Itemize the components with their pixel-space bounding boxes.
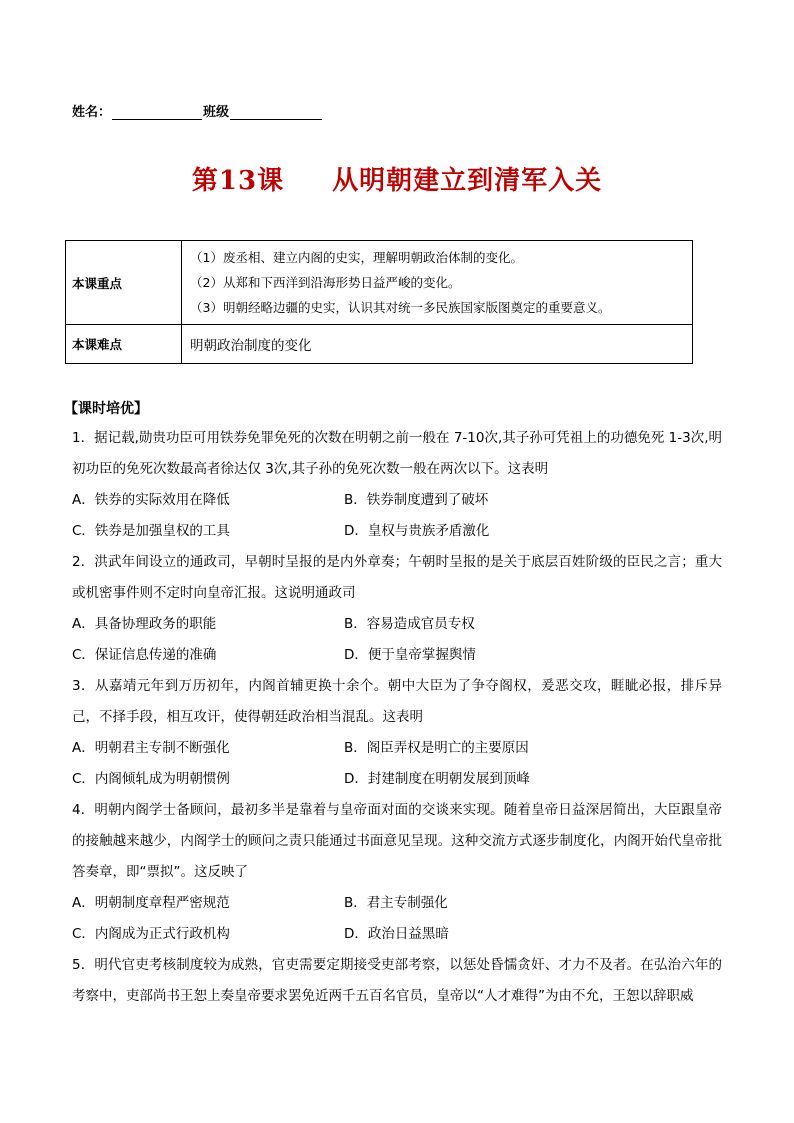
question-options [72,888,722,950]
focus-row [66,241,693,325]
question-2 [72,547,722,671]
option-c[interactable]: C．内阁倾轧成为明朝惯例 [72,771,230,787]
focus-label: 本课重点 [66,241,182,325]
page-title [0,160,794,197]
option-b[interactable]: B．阁臣弄权是明亡的主要原因 [344,740,529,756]
question-stem: 4．明朝内阁学士备顾问，最初多半是靠着与皇帝面对面的交谈来实现。随着皇帝日益深居简出，大臣跟皇帝的接触越来越少，内阁学士的顾问之责只能通过书面意见呈现。这种交流方式逐步制度化，内阁开始代皇帝批答奏章，即“票拟”。这反映了 [72,802,722,880]
lesson-number: 第13课 [191,166,285,196]
option-c[interactable]: C．铁券是加强皇权的工具 [72,523,230,539]
question-stem: 1．据记载,勋贵功臣可用铁券免罪免死的次数在明朝之前一般在 7-10次,其子孙可凭祖上的功德免死 1-3次,明初功臣的免死次数最高者徐达仅 3次,其子孙的免死次数一般在两次以下。这表明 [72,430,722,477]
option-a[interactable]: A．铁券的实际效用在降低 [72,492,230,508]
option-c[interactable]: C．内阁成为正式行政机构 [72,926,230,942]
option-d[interactable]: D．皇权与贵族矛盾激化 [344,523,490,539]
question-options [72,733,722,795]
option-d[interactable]: D．封建制度在明朝发展到顶峰 [344,771,530,787]
option-a[interactable]: A．具备协理政务的职能 [72,616,217,632]
difficulty-label: 本课难点 [66,325,182,364]
key-points-table [65,240,693,364]
question-4 [72,795,722,950]
question-1 [72,423,722,547]
option-a[interactable]: A．明朝制度章程严密规范 [72,895,230,911]
lesson-topic: 从明朝建立到清军入关 [332,166,603,196]
section-header: 【课时培优】 [64,401,148,417]
option-d[interactable]: D．政治日益黑暗 [344,926,449,942]
question-3 [72,671,722,795]
focus-content [182,241,693,325]
name-class-line [72,101,322,120]
name-blank[interactable] [112,103,202,120]
question-stem: 2．洪武年间设立的通政司，早朝时呈报的是内外章奏；午朝时呈报的是关于底层百姓阶级的臣民之言；重大或机密事件则不定时向皇帝汇报。这说明通政司 [72,554,722,601]
question-options [72,609,722,671]
option-b[interactable]: B．铁券制度遭到了破坏 [344,492,489,508]
option-c[interactable]: C．保证信息传递的准确 [72,647,217,663]
class-blank[interactable] [230,103,322,120]
option-a[interactable]: A．明朝君主专制不断强化 [72,740,230,756]
focus-point: （2）从郑和下西洋到沿海形势日益严峻的变化。 [190,275,461,290]
question-list [72,423,722,1012]
difficulty-content: 明朝政治制度的变化 [182,325,693,364]
focus-point: （1）废丞相、建立内阁的史实，理解明朝政治体制的变化。 [190,250,523,265]
question-stem: 5．明代官吏考核制度较为成熟，官吏需要定期接受吏部考察，以惩处昏懦贪奸、才力不及者。在弘治六年的考察中，吏部尚书王恕上奏皇帝要求罢免近两千五百名官员，皇帝以“人才难得”为由不允，王恕以辞职威 [72,957,722,1004]
class-label: 班级 [203,105,230,120]
question-options [72,485,722,547]
option-d[interactable]: D．便于皇帝掌握舆情 [344,647,476,663]
question-stem: 3．从嘉靖元年到万历初年，内阁首辅更换十余个。朝中大臣为了争夺阁权，爰恶交攻，睚眦必报，排斥异己，不择手段，相互攻讦，使得朝廷政治相当混乱。这表明 [72,678,722,725]
question-5 [72,950,722,1012]
option-b[interactable]: B．容易造成官员专权 [344,616,475,632]
difficulty-row [66,325,693,364]
option-b[interactable]: B．君主专制强化 [344,895,448,911]
focus-point: （3）明朝经略边疆的史实，认识其对统一多民族国家版图奠定的重要意义。 [190,300,611,315]
name-label: 姓名： [72,105,112,120]
